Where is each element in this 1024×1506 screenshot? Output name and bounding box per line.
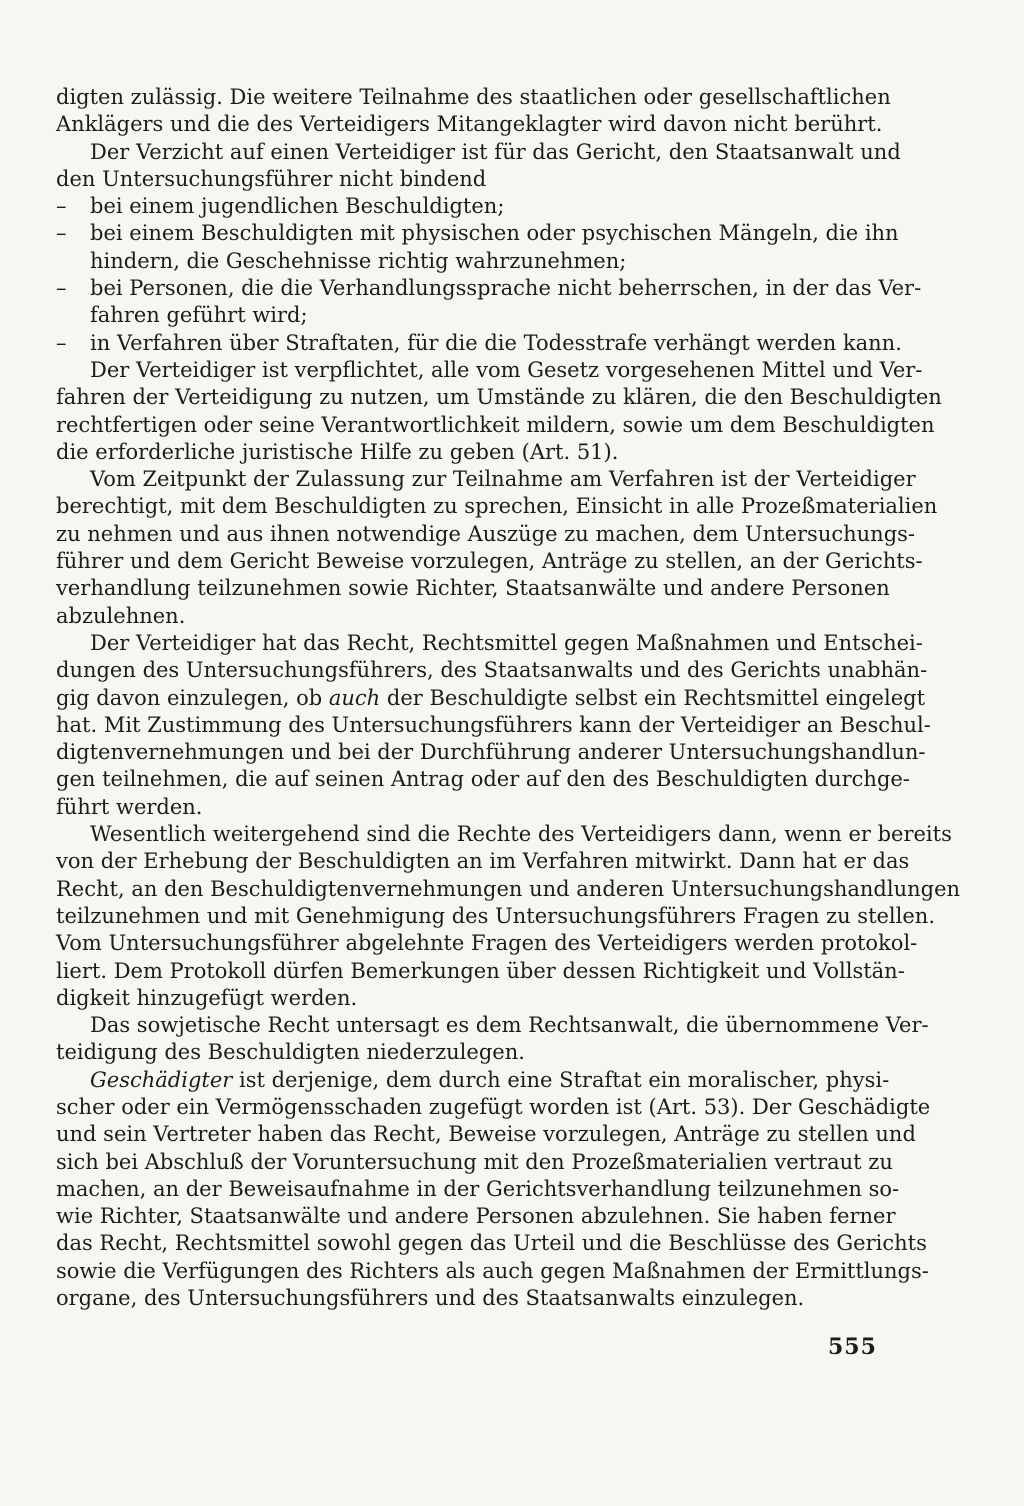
text-line <box>56 1039 888 1066</box>
text-line <box>56 548 923 575</box>
line-text: dungen des Untersuchungsführers, des Staatsanwalts und des Gerichts unabhän- <box>56 658 928 683</box>
line-text: von der Erhebung der Beschuldigten an im Verfahren mitwirkt. Dann hat er das <box>56 849 910 874</box>
line-text: Vom Untersuchungsführer abgelehnte Fragen des Verteidigers werden protokol- <box>56 931 918 956</box>
line-text: abzulehnen. <box>56 603 186 628</box>
line-text: sich bei Abschluß der Voruntersuchung mit den Prozeßmaterialien vertraut zu <box>56 1149 893 1174</box>
text-line <box>56 1203 896 1230</box>
text-line <box>56 439 888 466</box>
text-line <box>56 330 902 357</box>
line-text: sowie die Verfügungen des Richters als auch gegen Maßnahmen der Ermittlungs- <box>56 1258 929 1283</box>
line-text: scher oder ein Vermögensschaden zugefügt worden ist (Art. 53). Der Geschädigte <box>56 1094 931 1119</box>
line-text: Der Verteidiger hat das Recht, Rechtsmittel gegen Maßnahmen und Entschei- <box>90 630 923 655</box>
text-line <box>56 357 923 384</box>
list-dash: – <box>56 276 67 301</box>
text-line <box>56 1012 929 1039</box>
text-line <box>56 248 888 275</box>
line-text: gig davon einzulegen, ob auch der Beschuldigte selbst ein Rechtsmittel eingelegt <box>56 685 926 710</box>
text-line <box>56 985 888 1012</box>
line-text: Anklägers und die des Verteidigers Mitangeklagter wird davon nicht berührt. <box>56 112 883 137</box>
text-line <box>56 521 916 548</box>
line-text: rechtfertigen oder seine Verantwortlichkeit mildern, sowie um dem Beschuldigten <box>56 412 935 437</box>
text-line <box>56 466 916 493</box>
line-text: hindern, die Geschehnisse richtig wahrzunehmen; <box>90 248 627 273</box>
line-text: liert. Dem Protokoll dürfen Bemerkungen über dessen Richtigkeit und Vollstän- <box>56 958 905 983</box>
line-text: teilzunehmen und mit Genehmigung des Untersuchungsführers Fragen zu stellen. <box>56 903 935 928</box>
line-text: zu nehmen und aus ihnen notwendige Auszüge zu machen, dem Untersuchungs- <box>56 521 916 546</box>
line-text: digten zulässig. Die weitere Teilnahme des staatlichen oder gesellschaftlichen <box>56 85 891 109</box>
text-line <box>56 685 926 712</box>
text-line <box>56 384 942 411</box>
text-line <box>56 275 922 302</box>
text-line <box>56 958 905 985</box>
text-line <box>56 1285 888 1312</box>
line-text: führer und dem Gericht Beweise vorzulegen, Anträge zu stellen, an der Gerichts- <box>56 549 923 574</box>
text-line <box>56 111 888 138</box>
list-dash: – <box>56 330 67 355</box>
text-line <box>56 903 935 930</box>
page-number: 555 <box>828 1334 877 1360</box>
line-text: Vom Zeitpunkt der Zulassung zur Teilnahme am Verfahren ist der Verteidiger <box>90 467 916 492</box>
line-text: Der Verzicht auf einen Verteidiger ist für das Gericht, den Staatsanwalt und <box>90 139 901 164</box>
text-line <box>56 139 901 166</box>
line-text: Wesentlich weitergehend sind die Rechte des Verteidigers dann, wenn er bereits <box>90 822 952 847</box>
line-text: Recht, an den Beschuldigtenvernehmungen und anderen Untersuchungshandlungen <box>56 876 961 901</box>
line-text: fahren geführt wird; <box>90 303 308 328</box>
text-line <box>56 794 888 821</box>
text-line <box>56 1121 916 1148</box>
line-text: bei Personen, die die Verhandlungssprache nicht beherrschen, in der das Ver- <box>90 276 922 301</box>
text-line <box>56 193 888 220</box>
line-text: Das sowjetische Recht untersagt es dem Rechtsanwalt, die übernommene Ver- <box>90 1013 929 1038</box>
page-body <box>56 84 961 1312</box>
line-text: teidigung des Beschuldigten niederzulegen. <box>56 1040 525 1065</box>
text-line <box>56 712 931 739</box>
line-text: die erforderliche juristische Hilfe zu geben (Art. 51). <box>56 439 619 464</box>
text-line <box>56 1258 929 1285</box>
line-text: den Untersuchungsführer nicht bindend <box>56 166 487 191</box>
text-line <box>56 657 928 684</box>
text-line <box>56 930 918 957</box>
text-line <box>56 493 938 520</box>
line-text: Geschädigter ist derjenige, dem durch eine Straftat ein moralischer, physi- <box>90 1067 890 1092</box>
line-text: und sein Vertreter haben das Recht, Beweise vorzulegen, Anträge zu stellen und <box>56 1122 916 1147</box>
text-line <box>56 1176 900 1203</box>
emphasis: auch <box>328 685 381 710</box>
text-line <box>56 821 952 848</box>
text-line <box>56 575 888 602</box>
text-line <box>56 766 910 793</box>
line-text: digtenvernehmungen und bei der Durchführung anderer Untersuchungshandlun- <box>56 740 926 765</box>
text-line <box>56 630 923 657</box>
line-text: hat. Mit Zustimmung des Untersuchungsführers kann der Verteidiger an Beschul- <box>56 712 931 737</box>
text-line <box>56 603 888 630</box>
text-line <box>56 1149 893 1176</box>
line-text: wie Richter, Staatsanwälte und andere Personen abzulehnen. Sie haben ferner <box>56 1204 896 1229</box>
line-text: verhandlung teilzunehmen sowie Richter, Staatsanwälte und andere Personen <box>56 576 890 601</box>
line-text: Der Verteidiger ist verpflichtet, alle vom Gesetz vorgesehenen Mittel und Ver- <box>90 357 923 382</box>
line-text: bei einem jugendlichen Beschuldigten; <box>90 194 505 219</box>
text-line <box>56 412 935 439</box>
text-line <box>56 1067 888 1094</box>
line-text: das Recht, Rechtsmittel sowohl gegen das Urteil und die Beschlüsse des Gerichts <box>56 1231 927 1256</box>
list-dash: – <box>56 221 67 246</box>
text-line <box>56 1094 931 1121</box>
text-line <box>56 1230 927 1257</box>
text-line <box>56 84 891 111</box>
line-text: berechtigt, mit dem Beschuldigten zu sprechen, Einsicht in alle Prozeßmaterialien <box>56 494 938 519</box>
line-text: gen teilnehmen, die auf seinen Antrag oder auf den des Beschuldigten durchge- <box>56 767 910 792</box>
line-text: führt werden. <box>56 794 203 819</box>
text-line <box>56 302 888 329</box>
line-text: digkeit hinzugefügt werden. <box>56 985 358 1010</box>
text-line <box>56 876 961 903</box>
line-text: in Verfahren über Straftaten, für die die Todesstrafe verhängt werden kann. <box>90 330 902 355</box>
list-dash: – <box>56 194 67 219</box>
line-text: machen, an der Beweisaufnahme in der Gerichtsverhandlung teilzunehmen so- <box>56 1176 900 1201</box>
line-text: fahren der Verteidigung zu nutzen, um Umstände zu klären, die den Beschuldigten <box>56 385 942 410</box>
text-line <box>56 739 926 766</box>
line-text: bei einem Beschuldigten mit physischen oder psychischen Mängeln, die ihn <box>90 221 899 246</box>
emphasis: Geschädigter <box>90 1067 233 1092</box>
text-line <box>56 166 888 193</box>
text-line <box>56 848 910 875</box>
line-text: organe, des Untersuchungsführers und des Staatsanwalts einzulegen. <box>56 1286 805 1311</box>
text-line <box>56 220 899 247</box>
